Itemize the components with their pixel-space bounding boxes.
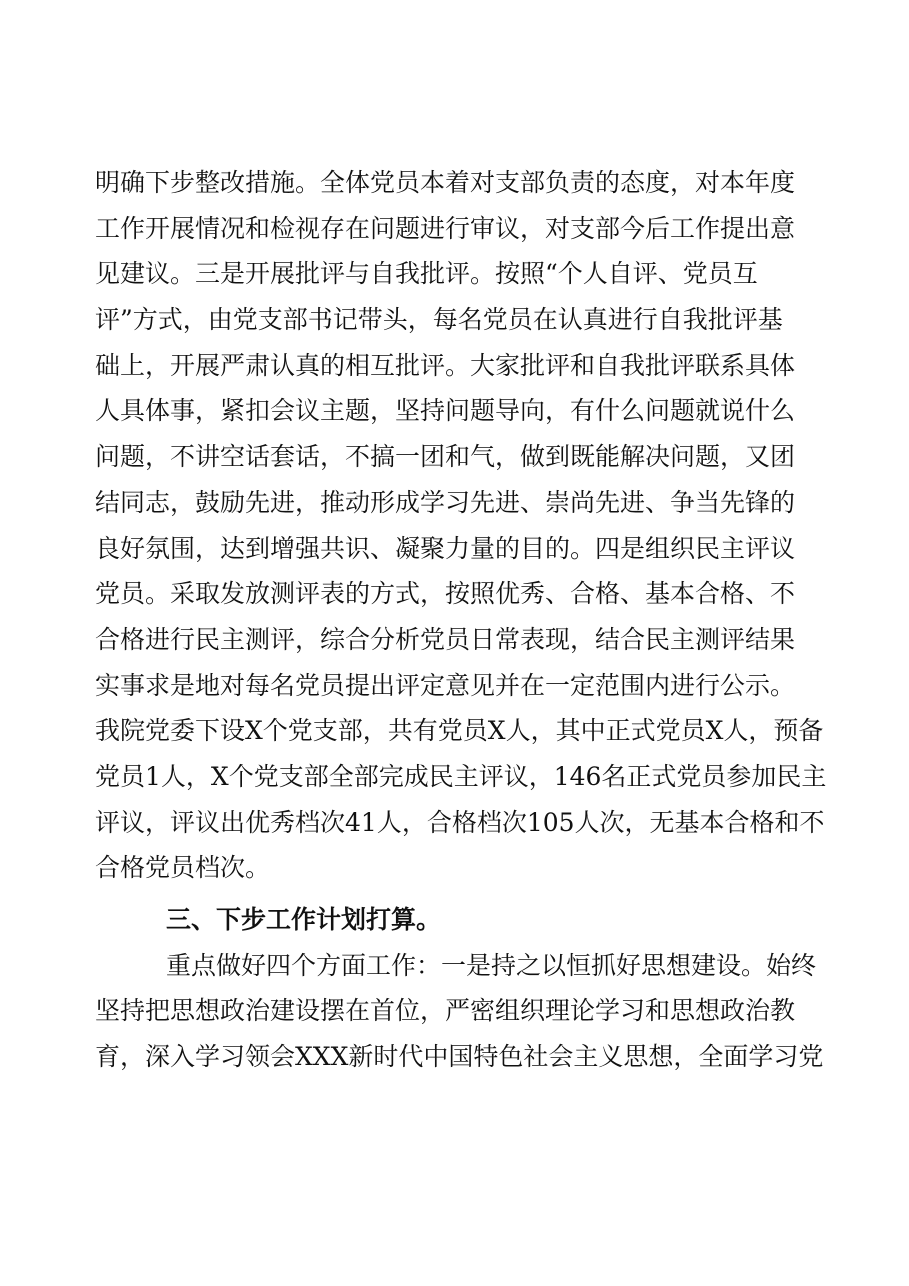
paragraph-line: 合格党员档次。 — [95, 853, 271, 883]
paragraph-line: 重点做好四个方面工作：一是持之以恒抓好思想建设。始终 — [166, 950, 817, 980]
paragraph-line: 育，深入学习领会XXX新时代中国特色社会主义思想，全面学习党 — [95, 1042, 824, 1072]
paragraph-line: 我院党委下设X个党支部，共有党员X人，其中正式党员X人，预备 — [95, 716, 824, 746]
paragraph-line: 础上，开展严肃认真的相互批评。大家批评和自我批评联系具体 — [95, 350, 796, 380]
paragraph-line: 见建议。三是开展批评与自我批评。按照“个人自评、党员互 — [95, 259, 758, 289]
section-heading: 三、下步工作计划打算。 — [166, 905, 442, 934]
paragraph-line: 结同志，鼓励先进，推动形成学习先进、崇尚先进、争当先锋的 — [95, 487, 796, 517]
paragraph-line: 人具体事，紧扣会议主题，坚持问题导向，有什么问题就说什么 — [95, 396, 796, 426]
paragraph-line: 党员1人，X个党支部全部完成民主评议，146名正式党员参加民主 — [95, 761, 827, 791]
paragraph-line: 明确下步整改措施。全体党员本着对支部负责的态度，对本年度 — [95, 168, 796, 197]
paragraph-line: 党员。采取发放测评表的方式，按照优秀、合格、基本合格、不 — [95, 579, 796, 609]
paragraph-line: 评”方式，由党支部书记带头，每名党员在认真进行自我批评基 — [95, 305, 783, 335]
paragraph-line: 坚持把思想政治建设摆在首位，严密组织理论学习和思想政治教 — [95, 996, 796, 1026]
paragraph-line: 问题，不讲空话套话，不搞一团和气，做到既能解决问题，又团 — [95, 442, 796, 472]
paragraph-line: 合格进行民主测评，综合分析党员日常表现，结合民主测评结果 — [95, 624, 796, 654]
paragraph-line: 工作开展情况和检视存在问题进行审议，对支部今后工作提出意 — [95, 213, 796, 243]
paragraph-line: 评议，评议出优秀档次41人，合格档次105人次，无基本合格和不 — [95, 807, 825, 837]
document-body — [95, 160, 825, 1080]
paragraph-line: 良好氛围，达到增强共识、凝聚力量的目的。四是组织民主评议 — [95, 533, 796, 563]
paragraph-line: 实事求是地对每名党员提出评定意见并在一定范围内进行公示。 — [95, 670, 796, 700]
